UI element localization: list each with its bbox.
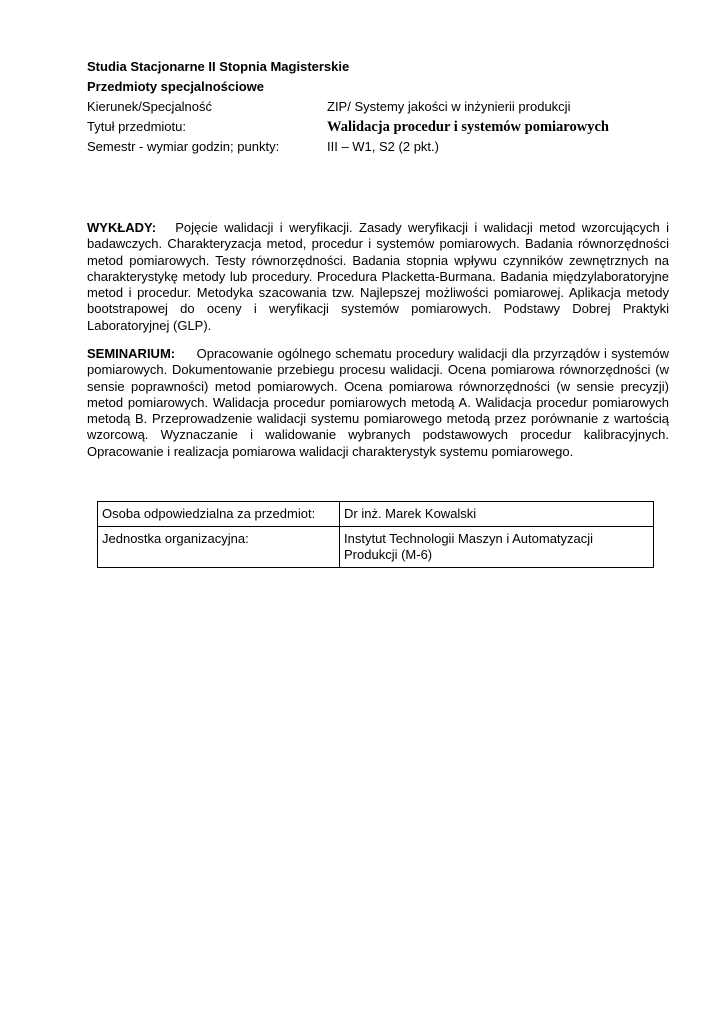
field-label-specialization: Kierunek/Specjalność — [87, 99, 213, 114]
seminar-section — [87, 346, 669, 460]
field-row-specialization — [87, 97, 687, 117]
responsibility-table — [97, 501, 654, 568]
field-row-semester — [87, 137, 687, 157]
subject-group-title: Przedmioty specjalnościowe — [87, 79, 265, 94]
field-row-course-title — [87, 117, 687, 137]
seminar-heading: SEMINARIUM: — [87, 346, 176, 361]
lectures-text: Pojęcie walidacji i weryfikacji. Zasady weryfikacji i walidacji metod wzorcujących i badawczych. Charakteryzacja metod, procedur i systemów pomiarowych. Badania równorzędności metod pomiarowych. Testy równorzędności. Badania stopnia wpływu czynników zewnętrznych na charakterystykę metody lub procedury. Procedura Placketta-Burmana. Badania międzylaboratoryjne metod i procedur. Metodyka szacowania tzw. Najlepszej możliwości pomiarowej. Aplikacja metody bootstrapowej do oceny i weryfikacji systemów pomiarowych. Podstawy Dobrej Praktyki Laboratoryjnej (GLP). — [87, 220, 669, 333]
table-cell-responsible-value: Dr inż. Marek Kowalski — [340, 502, 654, 527]
field-value-course-title: Walidacja procedur i systemów pomiarowych — [327, 119, 609, 135]
table-cell-unit-label: Jednostka organizacyjna: — [98, 527, 340, 568]
lectures-heading: WYKŁADY: — [87, 220, 157, 235]
table-cell-unit-value: Instytut Technologii Maszyn i Automatyzacji Produkcji (M-6) — [340, 527, 654, 568]
table-row — [98, 527, 654, 568]
field-value-specialization: ZIP/ Systemy jakości w inżynierii produkcji — [327, 99, 571, 114]
field-label-semester: Semestr - wymiar godzin; punkty: — [87, 139, 280, 154]
study-level-title: Studia Stacjonarne II Stopnia Magisterskie — [87, 59, 350, 74]
course-header — [87, 57, 687, 157]
lectures-section — [87, 220, 669, 334]
table-row — [98, 502, 654, 527]
table-cell-responsible-label: Osoba odpowiedzialna za przedmiot: — [98, 502, 340, 527]
field-label-course-title: Tytuł przedmiotu: — [87, 119, 186, 134]
seminar-text: Opracowanie ogólnego schematu procedury walidacji dla przyrządów i systemów pomiarowych. Dokumentowanie przebiegu procesu walidacji. Ocena pomiarowa równorzędności (w sensie poprawności) metod pomiarowych. Ocena pomiarowa równorzędności (w sensie precyzji) metod pomiarowych. Walidacja procedur pomiarowych metodą A. Walidacja procedur pomiarowych metodą B. Przeprowadzenie walidacji systemu pomiarowego metodą przez porównanie z wartością wzorcową. Wyznaczanie i walidowanie wybranych podstawowych procedur kalibracyjnych. Opracowanie i realizacja pomiarowa walidacji charakterystyk systemu pomiarowego. — [87, 346, 670, 459]
field-value-semester: III – W1, S2 (2 pkt.) — [327, 139, 439, 154]
